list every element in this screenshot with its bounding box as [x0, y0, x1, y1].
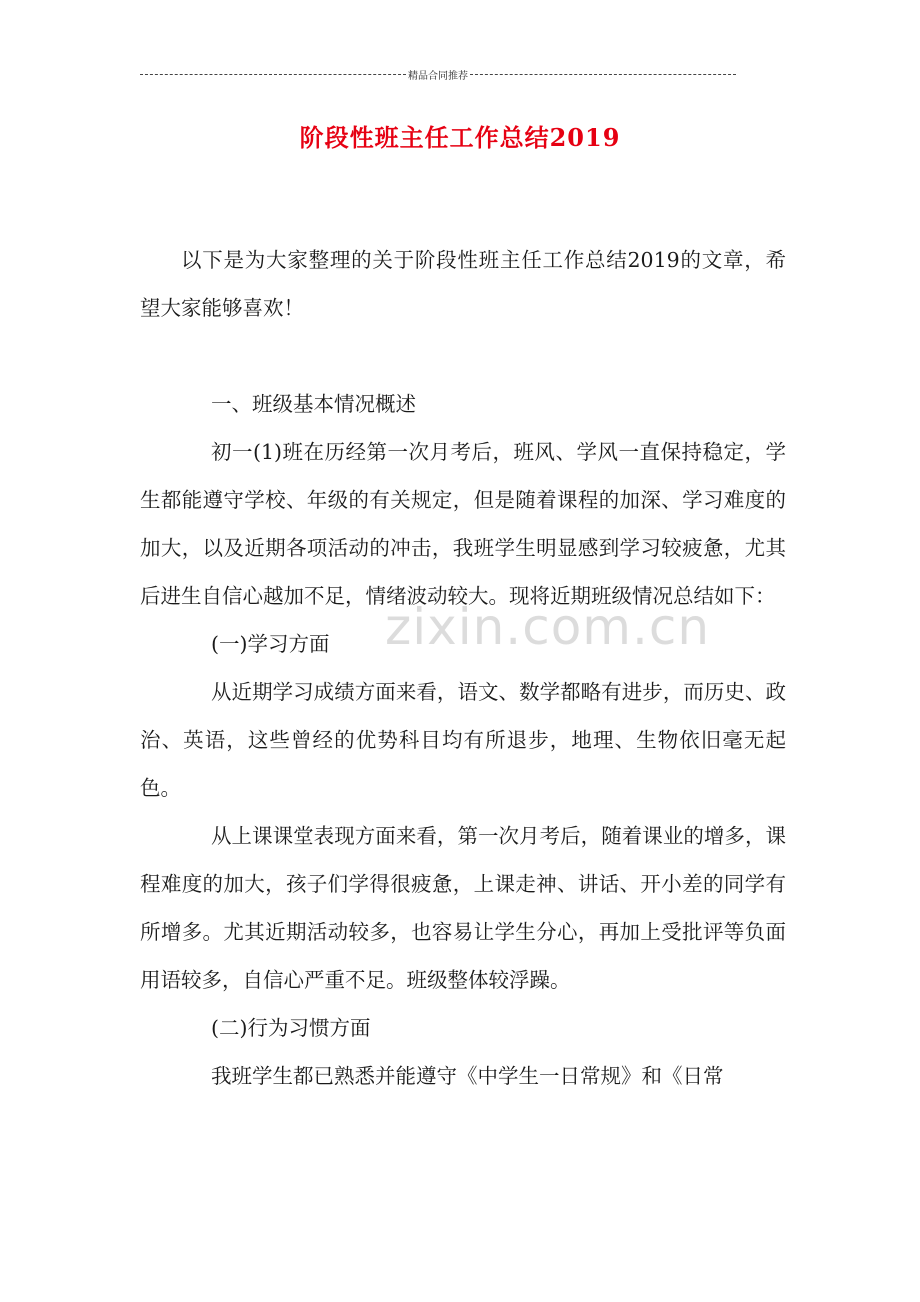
body-paragraph: 我班学生都已熟悉并能遵守《中学生一日常规》和《日常: [211, 1064, 724, 1088]
intro-paragraph: 以下是为大家整理的关于阶段性班主任工作总结2019的文章，希望大家能够喜欢！: [140, 248, 786, 320]
page-header: [140, 66, 736, 82]
subsection-heading: (一)学习方面: [211, 632, 330, 656]
body-paragraph: 初一(1)班在历经第一次月考后，班风、学风一直保持稳定，学生都能遵守学校、年级的有关规定，但是随着课程的加深、学习难度的加大，以及近期各项活动的冲击，我班学生明显感到学习较疲惫，尤其后进生自信心越加不足，情绪波动较大。现将近期班级情况总结如下：: [140, 440, 786, 608]
subsection-heading: (二)行为习惯方面: [211, 1016, 371, 1040]
header-dashed-line-right: [470, 74, 736, 75]
body-paragraph: 从上课课堂表现方面来看，第一次月考后，随着课业的增多，课程难度的加大，孩子们学得很疲惫，上课走神、讲话、开小差的同学有所增多。尤其近期活动较多，也容易让学生分心，再加上受批评等负面用语较多，自信心严重不足。班级整体较浮躁。: [140, 824, 786, 992]
document-title: 阶段性班主任工作总结2019: [299, 123, 621, 152]
section-heading: 一、班级基本情况概述: [211, 392, 416, 416]
header-label: 精品合同推荐: [408, 70, 468, 82]
document-body: [140, 236, 786, 1100]
body-paragraph: 从近期学习成绩方面来看，语文、数学都略有进步，而历史、政治、英语，这些曾经的优势科目均有所退步，地理、生物依旧毫无起色。: [140, 680, 786, 800]
watermark: zixin.com.cn: [385, 598, 711, 656]
header-dashed-line-left: [140, 74, 406, 75]
